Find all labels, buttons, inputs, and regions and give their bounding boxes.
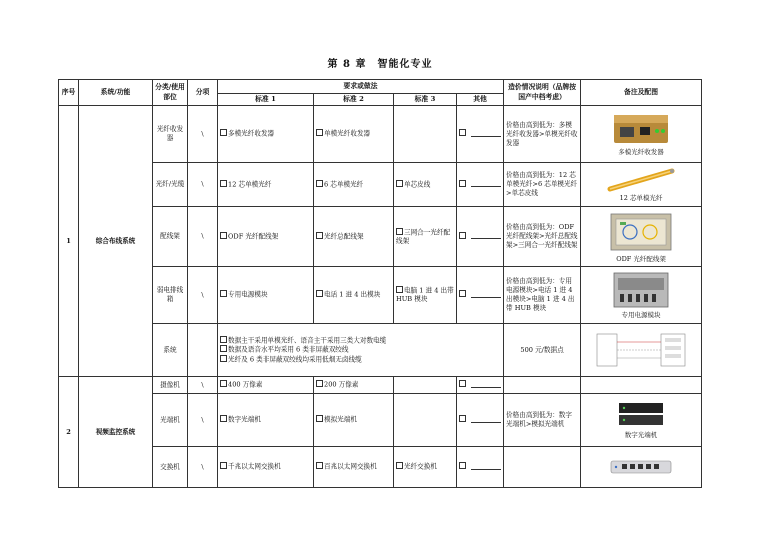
std3-cell — [394, 267, 457, 324]
remark-cell — [581, 106, 702, 163]
std2-text: 模拟光端机 — [324, 415, 357, 424]
std2-cell — [314, 267, 394, 324]
header-system: 系统/功能 — [79, 80, 153, 106]
std3-text: 三网合一光纤配线架 — [396, 228, 451, 245]
std1-cell — [218, 106, 314, 163]
checkbox[interactable] — [459, 180, 466, 187]
header-cost: 造价情况说明（品牌按国产中档考虑） — [504, 80, 581, 106]
group-number: 1 — [59, 106, 79, 377]
page-title: 第 8 章 智能化专业 — [327, 59, 433, 70]
system-line-text: 光纤及 6 类非屏蔽双绞线均采用低烟无卤线缆 — [228, 355, 362, 364]
header-std3: 标准 3 — [394, 94, 457, 106]
row-item: \ — [188, 207, 218, 267]
table-row — [59, 377, 702, 394]
other-cell — [457, 207, 504, 267]
header-std1: 标准 1 — [218, 94, 314, 106]
blank-line[interactable] — [471, 463, 501, 470]
std3-cell — [394, 207, 457, 267]
std1-text: ODF 光纤配线架 — [228, 232, 279, 241]
checkbox[interactable] — [396, 228, 403, 235]
table-row — [59, 207, 702, 267]
row-item: \ — [188, 106, 218, 163]
std3-cell — [394, 106, 457, 163]
cost-cell — [504, 377, 581, 394]
system-lines-cell — [218, 324, 504, 377]
blank-line[interactable] — [471, 381, 501, 388]
row-item — [188, 324, 218, 377]
std2-cell — [314, 394, 394, 447]
cost-cell — [504, 447, 581, 488]
other-cell — [457, 106, 504, 163]
std3-text: 光纤交换机 — [404, 462, 437, 471]
image-caption: 多模光纤收发器 — [618, 148, 664, 157]
system-line-text: 数据及语音水平均采用 6 类非屏蔽双绞线 — [228, 345, 349, 354]
std1-text: 千兆以太网交换机 — [228, 462, 281, 471]
odf-panel-image — [608, 210, 674, 254]
checkbox[interactable] — [316, 180, 323, 187]
std1-cell — [218, 163, 314, 207]
std1-text: 12 芯单模光纤 — [228, 180, 272, 189]
other-cell — [457, 394, 504, 447]
std1-text: 400 万像素 — [228, 380, 263, 389]
checkbox[interactable] — [459, 290, 466, 297]
cost-cell: 价格由高到低为：12 芯单模光纤>6 芯单模光纤>单芯皮线 — [504, 163, 581, 207]
row-category: 光纤/光缆 — [153, 163, 188, 207]
remark-cell — [581, 377, 702, 394]
header-requirement: 要求或做法 — [218, 80, 504, 94]
table-row — [59, 394, 702, 447]
std1-text: 多模光纤收发器 — [228, 129, 275, 138]
std3-cell — [394, 377, 457, 394]
std2-cell — [314, 163, 394, 207]
cost-cell: 价格由高到低为：专用电源模块>电话 1 进 4 出模块>电脑 1 进 4 出带 HUB 模块 — [504, 267, 581, 324]
std2-cell — [314, 106, 394, 163]
std1-text: 数字光端机 — [228, 415, 261, 424]
row-item: \ — [188, 163, 218, 207]
header-category: 分类/使用部位 — [153, 80, 188, 106]
checkbox[interactable] — [316, 232, 323, 239]
group-system: 视频监控系统 — [79, 377, 153, 488]
system-line — [220, 355, 501, 364]
image-caption: 专用电源模块 — [621, 311, 661, 320]
row-category: 弱电排线箱 — [153, 267, 188, 324]
system-line — [220, 336, 501, 345]
checkbox[interactable] — [396, 286, 403, 293]
checkbox[interactable] — [220, 129, 227, 136]
checkbox[interactable] — [396, 462, 403, 469]
checkbox[interactable] — [220, 290, 227, 297]
group-system: 综合布线系统 — [79, 106, 153, 377]
other-cell — [457, 163, 504, 207]
std3-cell — [394, 163, 457, 207]
std1-text: 专用电源模块 — [228, 290, 268, 299]
std2-cell — [314, 447, 394, 488]
table-row — [59, 324, 702, 377]
checkbox[interactable] — [220, 415, 227, 422]
spec-table — [58, 79, 702, 488]
cost-cell: 价格由高到低为：数字光端机>模拟光端机 — [504, 394, 581, 447]
std3-text: 单芯皮线 — [404, 180, 431, 189]
checkbox[interactable] — [220, 336, 227, 343]
checkbox[interactable] — [459, 415, 466, 422]
blank-line[interactable] — [471, 180, 501, 187]
remark-cell — [581, 163, 702, 207]
other-cell — [457, 267, 504, 324]
image-caption: 12 芯单模光纤 — [619, 193, 663, 202]
std1-cell — [218, 447, 314, 488]
blank-line[interactable] — [471, 232, 501, 239]
other-cell — [457, 447, 504, 488]
checkbox[interactable] — [316, 415, 323, 422]
std2-text: 单模光纤收发器 — [324, 129, 371, 138]
checkbox[interactable] — [459, 380, 466, 387]
checkbox[interactable] — [220, 232, 227, 239]
std2-text: 百兆以太网交换机 — [324, 462, 377, 471]
checkbox[interactable] — [220, 180, 227, 187]
header-seq: 序号 — [59, 80, 79, 106]
cost-cell: 500 元/数据点 — [504, 324, 581, 377]
blank-line[interactable] — [471, 130, 501, 137]
checkbox[interactable] — [220, 355, 227, 362]
power-module-image — [610, 270, 672, 310]
remark-cell — [581, 324, 702, 377]
checkbox[interactable] — [316, 462, 323, 469]
row-category: 摄像机 — [153, 377, 188, 394]
checkbox[interactable] — [396, 180, 403, 187]
std1-cell — [218, 394, 314, 447]
checkbox[interactable] — [316, 290, 323, 297]
std1-cell — [218, 267, 314, 324]
optical-transceiver-image — [616, 400, 666, 430]
std2-text: 光纤总配线架 — [324, 232, 364, 241]
fiber-cable-image — [606, 167, 676, 193]
header-item: 分项 — [188, 80, 218, 106]
header-remark: 备注及配图 — [581, 80, 702, 106]
checkbox[interactable] — [459, 232, 466, 239]
blank-line[interactable] — [471, 291, 501, 298]
row-category: 系统 — [153, 324, 188, 377]
remark-cell — [581, 447, 702, 488]
other-cell — [457, 377, 504, 394]
header-other: 其他 — [457, 94, 504, 106]
image-caption: 数字光端机 — [624, 431, 658, 440]
row-item: \ — [188, 267, 218, 324]
std2-text: 电话 1 进 4 出模块 — [324, 290, 381, 299]
row-item: \ — [188, 377, 218, 394]
row-category: 配线架 — [153, 207, 188, 267]
group-number: 2 — [59, 377, 79, 488]
image-caption: ODF 光纤配线架 — [616, 254, 666, 263]
cost-cell: 价格由高到低为：多模光纤收发器>单模光纤收发器 — [504, 106, 581, 163]
network-switch-image — [608, 456, 674, 478]
row-category: 交换机 — [153, 447, 188, 488]
checkbox[interactable] — [220, 380, 227, 387]
std3-text: 电脑 1 进 4 出带 HUB 模块 — [396, 286, 454, 304]
table-row — [59, 447, 702, 488]
table-row — [59, 267, 702, 324]
table-row — [59, 163, 702, 207]
row-category: 光端机 — [153, 394, 188, 447]
std3-cell — [394, 394, 457, 447]
fiber-transceiver-image — [610, 111, 672, 147]
std2-text: 6 芯单模光纤 — [324, 180, 364, 189]
system-line — [220, 345, 501, 354]
remark-cell — [581, 267, 702, 324]
row-item: \ — [188, 394, 218, 447]
checkbox[interactable] — [459, 129, 466, 136]
row-category: 光纤收发器 — [153, 106, 188, 163]
std1-cell — [218, 207, 314, 267]
std3-cell — [394, 447, 457, 488]
system-line-text: 数据主干采用单模光纤、语音主干采用三类大对数电缆 — [228, 336, 387, 345]
std1-cell — [218, 377, 314, 394]
checkbox[interactable] — [459, 462, 466, 469]
table-row — [59, 106, 702, 163]
wiring-diagram-image — [591, 330, 691, 370]
cost-cell: 价格由高到低为：ODF 光纤配线架>光纤总配线架>三网合一光纤配线架 — [504, 207, 581, 267]
checkbox[interactable] — [220, 345, 227, 352]
remark-cell — [581, 207, 702, 267]
std2-cell — [314, 207, 394, 267]
checkbox[interactable] — [220, 462, 227, 469]
checkbox[interactable] — [316, 380, 323, 387]
std2-text: 200 万像素 — [324, 380, 359, 389]
std2-cell — [314, 377, 394, 394]
header-std2: 标准 2 — [314, 94, 394, 106]
row-item: \ — [188, 447, 218, 488]
checkbox[interactable] — [316, 129, 323, 136]
blank-line[interactable] — [471, 416, 501, 423]
remark-cell — [581, 394, 702, 447]
